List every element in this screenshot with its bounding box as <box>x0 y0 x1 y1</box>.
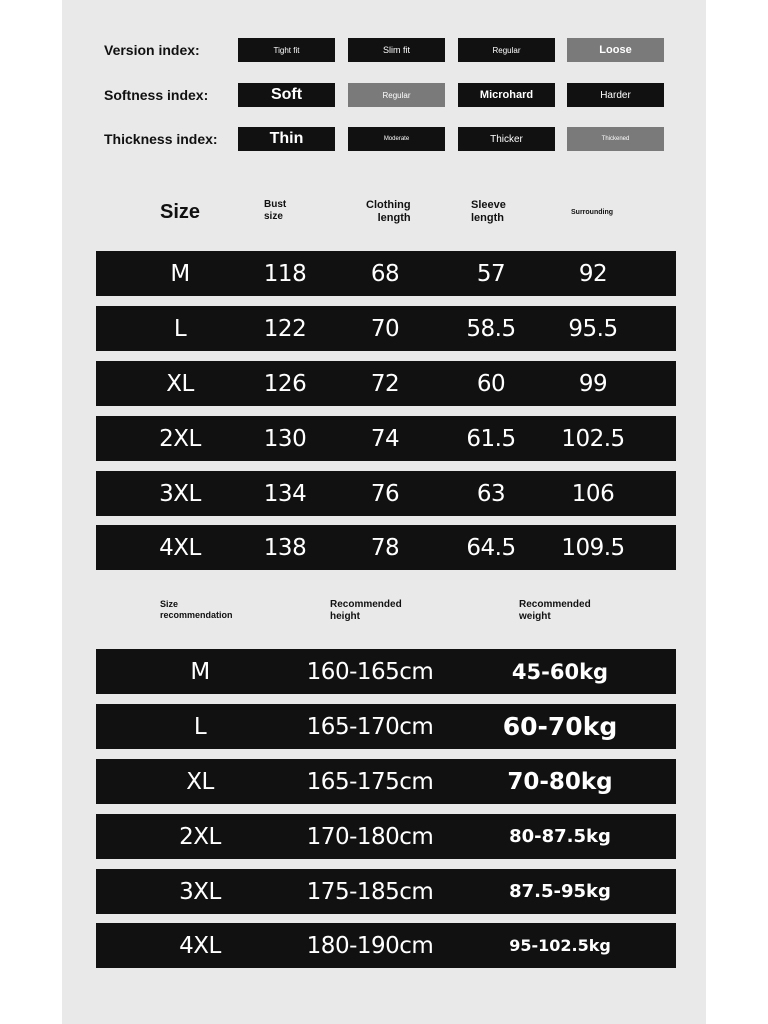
height-cell: 160-165cm <box>306 658 434 685</box>
index-label: Thickness index: <box>104 131 218 147</box>
measurement-cell: 68 <box>370 260 400 287</box>
measurement-cell: 118 <box>263 260 307 287</box>
index-option-chip: Thin <box>238 127 335 151</box>
weight-cell: 87.5-95kg <box>509 881 611 902</box>
measurement-cell: 95.5 <box>568 315 618 342</box>
weight-cell: 45-60kg <box>511 659 609 684</box>
size-table-row <box>96 306 676 351</box>
height-cell: 165-170cm <box>306 713 434 740</box>
measurement-cell: 64.5 <box>466 534 516 561</box>
index-option-chip: Regular <box>458 38 555 62</box>
index-option-chip: Slim fit <box>348 38 445 62</box>
index-option-chip: Moderate <box>348 127 445 151</box>
index-option-chip: Soft <box>238 83 335 107</box>
size-table-row <box>96 525 676 570</box>
size-table-header: Surrounding <box>571 209 613 216</box>
index-label: Softness index: <box>104 87 209 103</box>
size-cell: 2XL <box>159 425 201 452</box>
index-label: Version index: <box>104 42 200 58</box>
measurement-cell: 63 <box>476 480 506 507</box>
measurement-cell: 58.5 <box>466 315 516 342</box>
measurement-cell: 72 <box>370 370 400 397</box>
measurement-cell: 138 <box>263 534 307 561</box>
recommendation-table-header: Recommended weight <box>519 599 591 622</box>
size-table-header: Sleeve length <box>471 199 506 225</box>
recommendation-table-row <box>96 923 676 968</box>
measurement-cell: 60 <box>476 370 506 397</box>
size-cell: L <box>193 713 207 740</box>
size-cell: M <box>190 658 210 685</box>
size-cell: 2XL <box>179 823 221 850</box>
measurement-cell: 109.5 <box>561 534 625 561</box>
size-cell: XL <box>166 370 194 397</box>
size-table-header: Clothing length <box>366 199 411 225</box>
recommendation-table-row <box>96 869 676 914</box>
size-table-row <box>96 251 676 296</box>
weight-cell: 80-87.5kg <box>509 826 611 847</box>
measurement-cell: 57 <box>476 260 506 287</box>
measurement-cell: 70 <box>370 315 400 342</box>
measurement-cell: 78 <box>370 534 400 561</box>
height-cell: 175-185cm <box>306 878 434 905</box>
recommendation-table-row <box>96 814 676 859</box>
size-cell: XL <box>186 768 214 795</box>
index-option-chip: Thickened <box>567 127 664 151</box>
height-cell: 165-175cm <box>306 768 434 795</box>
measurement-cell: 134 <box>263 480 307 507</box>
measurement-cell: 126 <box>263 370 307 397</box>
size-table-header: Size <box>160 201 201 223</box>
height-cell: 170-180cm <box>306 823 434 850</box>
measurement-cell: 102.5 <box>561 425 625 452</box>
weight-cell: 70-80kg <box>507 768 613 795</box>
size-table-row <box>96 416 676 461</box>
measurement-cell: 122 <box>263 315 307 342</box>
size-cell: M <box>170 260 190 287</box>
measurement-cell: 76 <box>370 480 400 507</box>
measurement-cell: 61.5 <box>466 425 516 452</box>
recommendation-table-header: Size recommendation <box>160 599 233 620</box>
index-option-chip: Loose <box>567 38 664 62</box>
measurement-cell: 92 <box>578 260 608 287</box>
index-option-chip: Thicker <box>458 127 555 151</box>
recommendation-table-row <box>96 704 676 749</box>
size-cell: 4XL <box>159 534 201 561</box>
measurement-cell: 99 <box>578 370 608 397</box>
measurement-cell: 130 <box>263 425 307 452</box>
size-cell: 3XL <box>159 480 201 507</box>
index-option-chip: Regular <box>348 83 445 107</box>
index-option-chip: Microhard <box>458 83 555 107</box>
size-table-row <box>96 471 676 516</box>
size-table-header: Bust size <box>264 199 287 222</box>
weight-cell: 60-70kg <box>502 712 618 741</box>
measurement-cell: 106 <box>571 480 615 507</box>
recommendation-table-row <box>96 759 676 804</box>
weight-cell: 95-102.5kg <box>509 936 611 955</box>
size-table-row <box>96 361 676 406</box>
recommendation-table-header: Recommended height <box>330 599 402 622</box>
recommendation-table-row <box>96 649 676 694</box>
index-option-chip: Tight fit <box>238 38 335 62</box>
size-cell: L <box>173 315 187 342</box>
size-cell: 4XL <box>179 932 221 959</box>
index-option-chip: Harder <box>567 83 664 107</box>
size-cell: 3XL <box>179 878 221 905</box>
measurement-cell: 74 <box>370 425 400 452</box>
height-cell: 180-190cm <box>306 932 434 959</box>
